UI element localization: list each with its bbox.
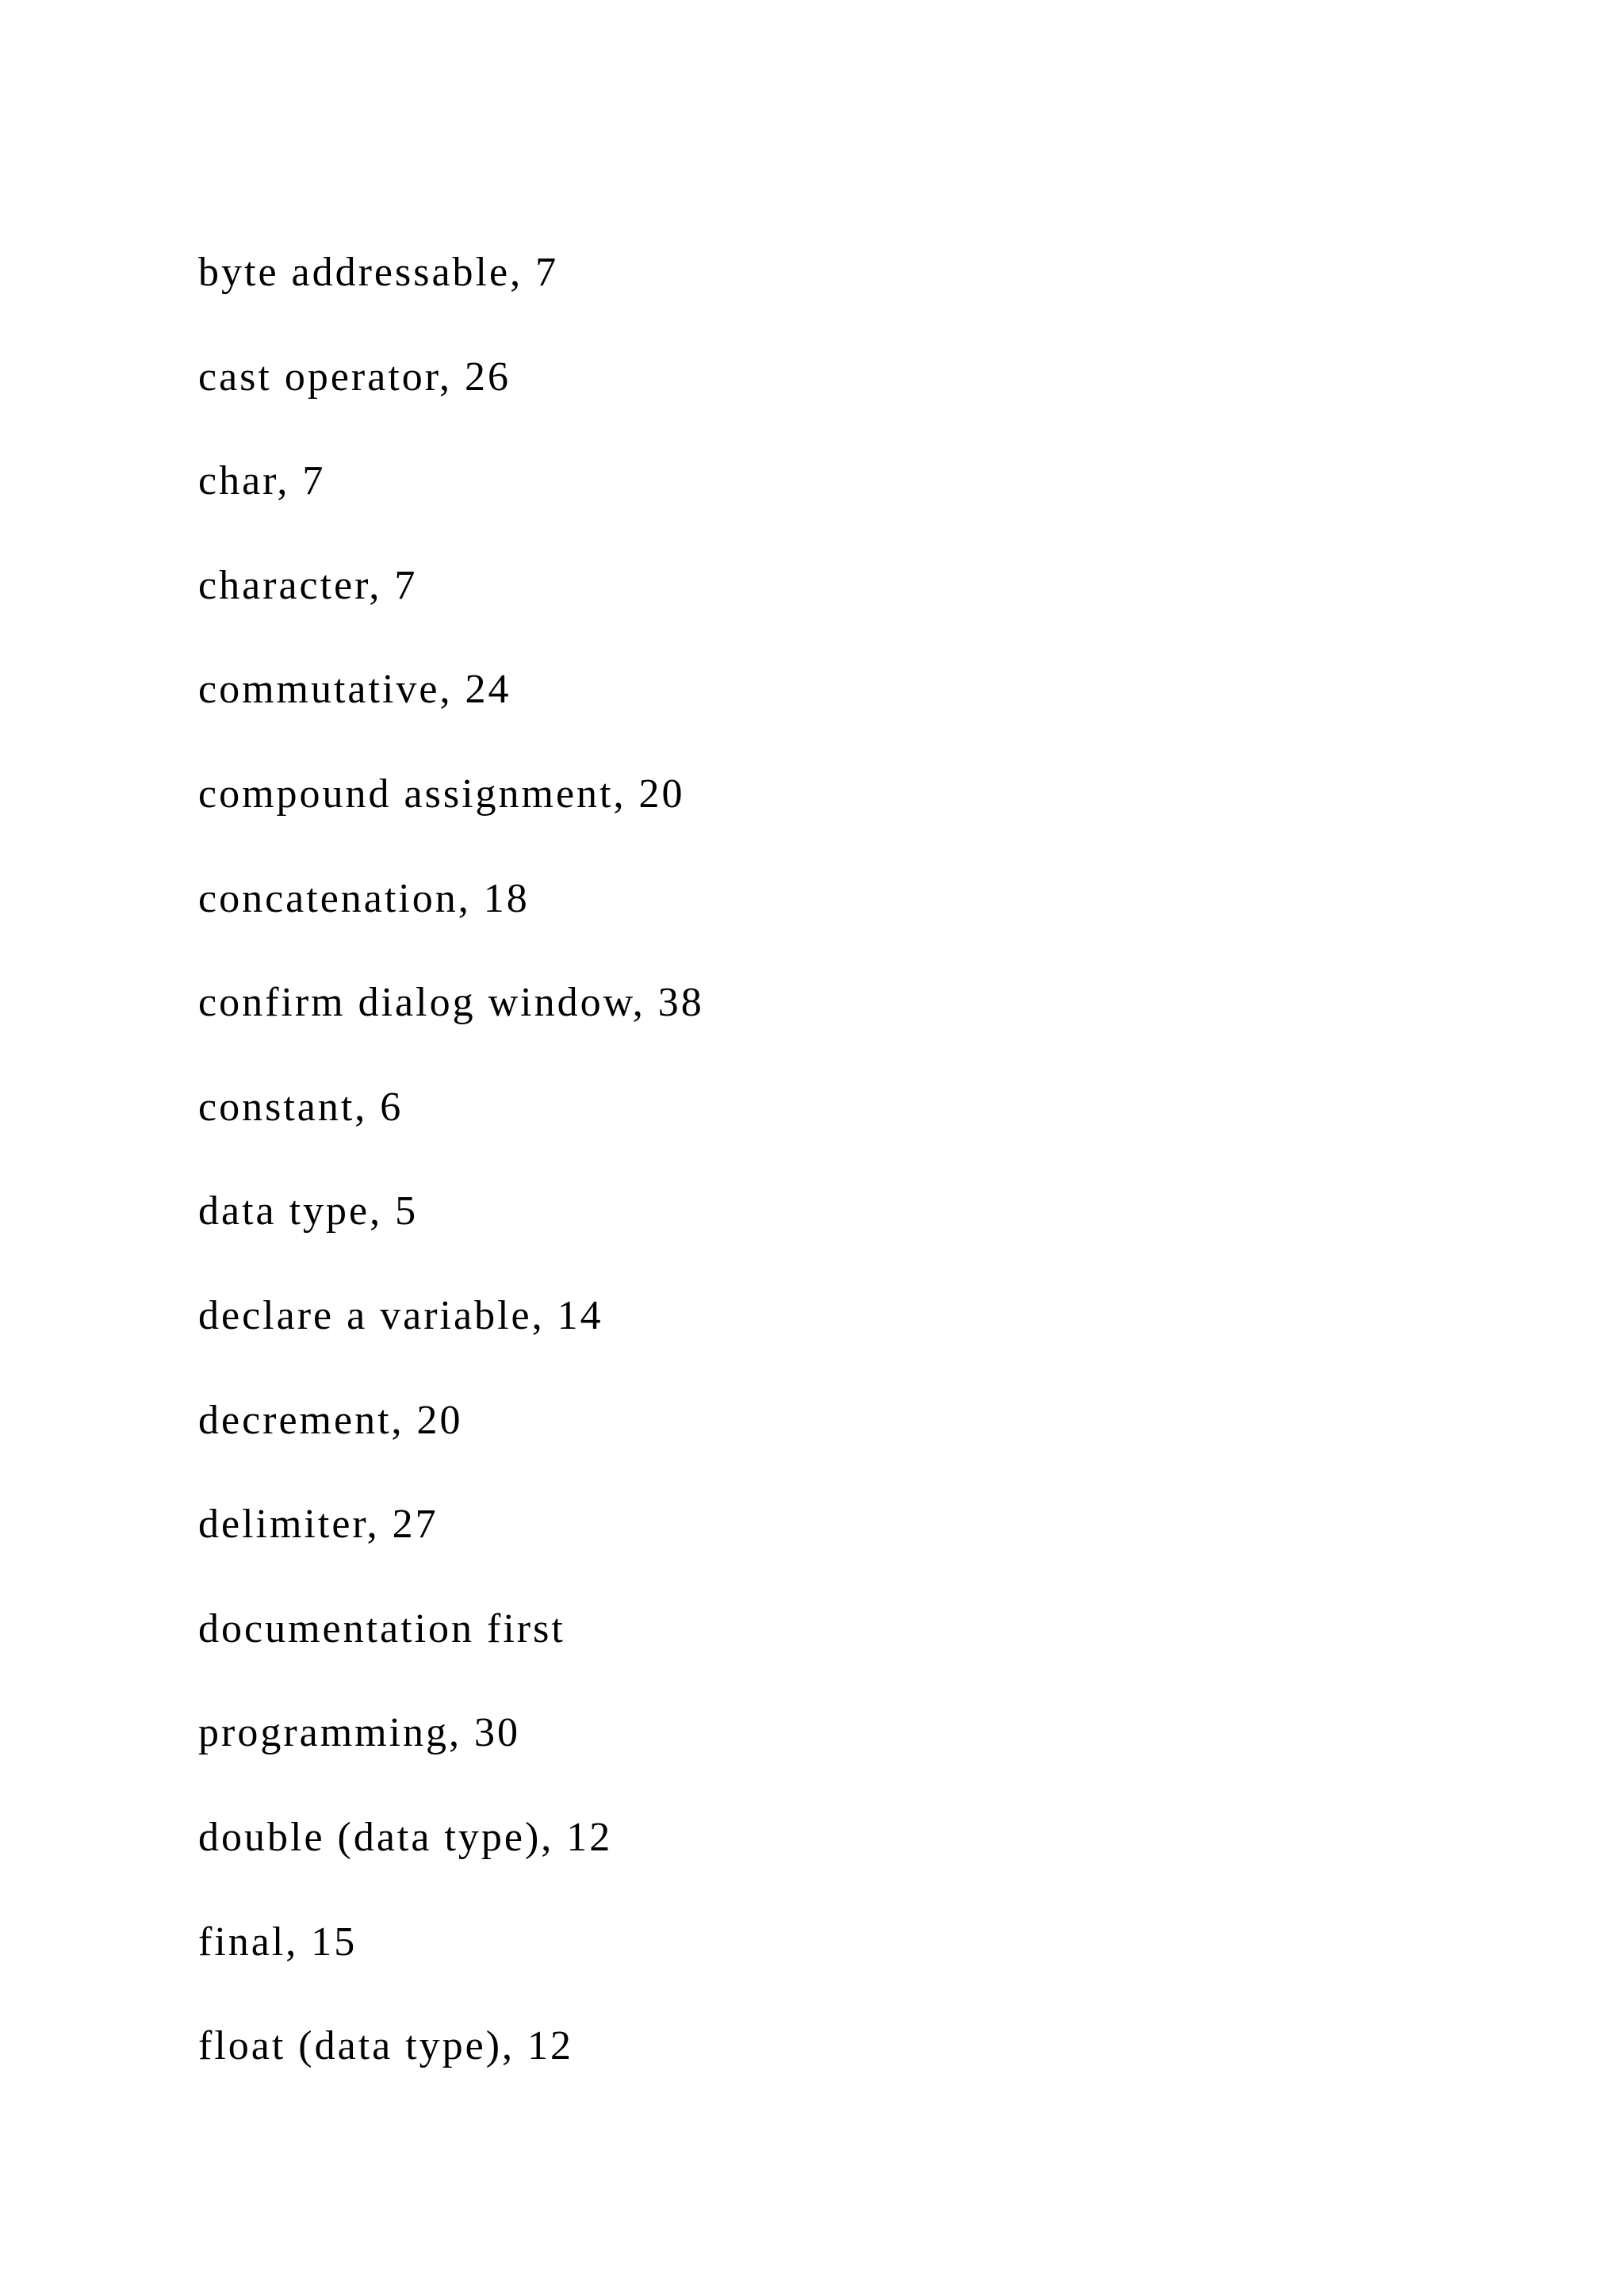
index-entry: declare a variable, 14 [198,1292,603,1338]
index-entry: compound assignment, 20 [198,771,685,817]
index-entry: documentation first [198,1605,565,1651]
index-entry: decrement, 20 [198,1397,463,1443]
index-entry: char, 7 [198,458,326,504]
index-entry: confirm dialog window, 38 [198,980,704,1026]
index-entry: programming, 30 [198,1710,521,1756]
index-entry: character, 7 [198,562,418,608]
index-entry: double (data type), 12 [198,1814,613,1860]
index-entry: final, 15 [198,1919,358,1965]
index-entry: data type, 5 [198,1188,419,1234]
index-entry: commutative, 24 [198,667,511,713]
index-entry: concatenation, 18 [198,875,530,921]
index-entry: delimiter, 27 [198,1502,439,1548]
index-entry: cast operator, 26 [198,354,511,400]
index-list [198,240,704,2118]
index-entry: float (data type), 12 [198,2023,574,2069]
index-entry: constant, 6 [198,1084,404,1130]
index-entry: byte addressable, 7 [198,250,559,295]
